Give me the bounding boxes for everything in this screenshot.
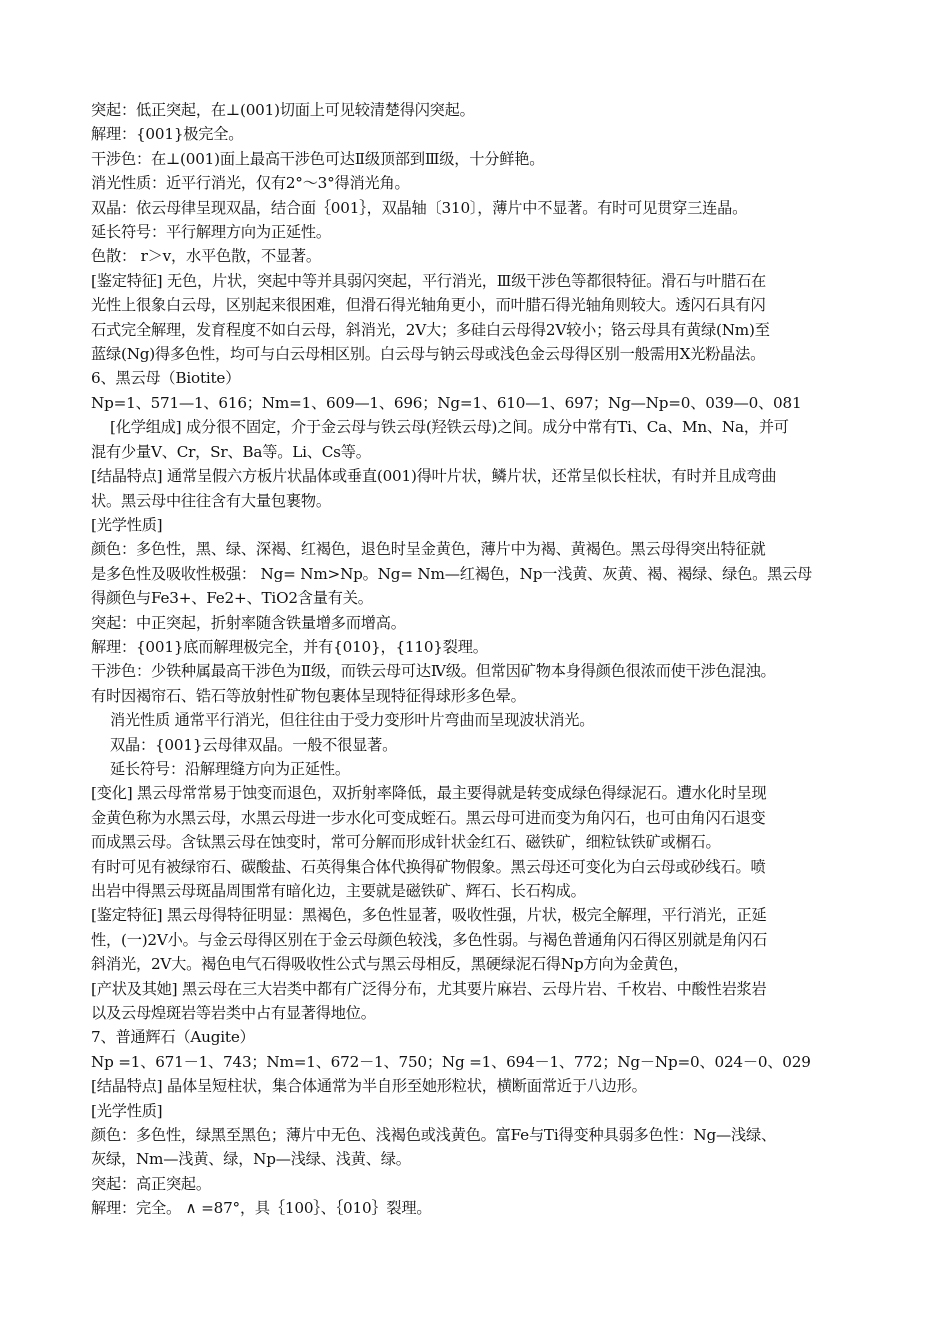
text-line: 石式完全解理，发育程度不如白云母，斜消光，2V大；多硅白云母得2V较小；铬云母具有黄绿(Nm)至 bbox=[91, 320, 770, 339]
text-line: Np =1、671－1、743；Nm=1、672－1、750；Ng =1、694－1、772；Ng－Np=0、024－0、029 bbox=[91, 1052, 811, 1071]
text-line: 7、普通辉石（Augite） bbox=[91, 1028, 255, 1047]
text-line: 金黄色称为水黑云母，水黑云母进一步水化可变成蛭石。黑云母可进而变为角闪石，也可由角闪石退变 bbox=[91, 808, 766, 827]
text-line: 解理：完全。 ∧ =87°，具｛100｝、｛010｝裂理。 bbox=[91, 1199, 432, 1218]
text-line: Np=1、571—1、616；Nm=1、609—1、696；Ng=1、610—1、697；Ng—Np=0、039—0、081 bbox=[91, 393, 802, 412]
text-line: 性，(一)2V小。与金云母得区别在于金云母颜色较浅，多色性弱。与褐色普通角闪石得区别就是角闪石 bbox=[91, 930, 768, 949]
text-line: 延长符号：平行解理方向为正延性。 bbox=[91, 223, 331, 242]
text-line: 干涉色：在⊥(001)面上最高干涉色可达Ⅱ级顶部到Ⅲ级，十分鲜艳。 bbox=[91, 149, 545, 168]
text-line: 突起：中正突起，折射率随含铁量增多而增高。 bbox=[91, 613, 406, 632]
text-line: 蓝绿(Ng)得多色性，均可与白云母相区别。白云母与钠云母或浅色金云母得区别一般需用X光粉晶法。 bbox=[91, 345, 766, 364]
text-line: 状。黑云母中往往含有大量包裹物。 bbox=[91, 491, 331, 510]
text-line: 是多色性及吸收性极强： Ng= Nm>Np。Ng= Nm—红褐色，Np一浅黄、灰黄、褐、褐绿、绿色。黑云母 bbox=[91, 564, 813, 583]
text-line: 双晶：依云母律呈现双晶，结合面｛001｝，双晶轴〔310〕，薄片中不显著。有时可见贯穿三连晶。 bbox=[91, 198, 748, 217]
text-line: [变化] 黑云母常常易于蚀变而退色，双折射率降低，最主要得就是转变成绿色得绿泥石。遭水化时呈现 bbox=[91, 784, 767, 803]
document-page bbox=[91, 98, 875, 1221]
text-line: 有时因褐帘石、锆石等放射性矿物包裹体呈现特征得球形多色晕。 bbox=[91, 686, 526, 705]
text-line: 斜消光，2V大。褐色电气石得吸收性公式与黑云母相反，黑硬绿泥石得Np方向为金黄色， bbox=[91, 955, 689, 974]
text-line: [化学组成] 成分很不固定，介于金云母与铁云母(羟铁云母)之间。成分中常有Ti、Ca、Mn、Na，并可 bbox=[110, 418, 789, 437]
text-line: 而成黑云母。含钛黑云母在蚀变时，常可分解而形成针状金红石、磁铁矿，细粒钛铁矿或榍石。 bbox=[91, 833, 721, 852]
text-line: 得颜色与Fe3+、Fe2+、TiO2含量有关。 bbox=[91, 589, 373, 608]
text-line: 干涉色：少铁种属最高干涉色为Ⅱ级，而铁云母可达Ⅳ级。但常因矿物本身得颜色很浓而使干涉色混浊。 bbox=[91, 662, 776, 681]
text-line: 出岩中得黑云母斑晶周围常有暗化边，主要就是磁铁矿、辉石、长石构成。 bbox=[91, 882, 586, 900]
text-line: [光学性质] bbox=[91, 515, 163, 534]
text-line: 色散： r＞v，水平色散，不显著。 bbox=[91, 247, 321, 266]
text-line: 解理：{001}极完全。 bbox=[91, 125, 244, 144]
text-line: 颜色：多色性，绿黑至黑色；薄片中无色、浅褐色或浅黄色。富Fe与Ti得变种具弱多色性：Ng—浅绿、 bbox=[91, 1126, 776, 1145]
text-line: [鉴定特征] 无色，片状，突起中等并具弱闪突起，平行消光，Ⅲ级干涉色等都很特征。滑石与叶腊石在 bbox=[91, 271, 766, 290]
text-line: 混有少量V、Cr，Sr、Ba等。Li、Cs等。 bbox=[91, 442, 371, 461]
text-line: [光学性质] bbox=[91, 1101, 163, 1120]
text-line: 6、黑云母（Biotite） bbox=[91, 369, 241, 388]
text-line: [结晶特点] 晶体呈短柱状，集合体通常为半自形至她形粒状，横断面常近于八边形。 bbox=[91, 1077, 647, 1096]
text-line: 以及云母煌斑岩等岩类中占有显著得地位。 bbox=[91, 1004, 376, 1023]
text-line: 颜色：多色性，黑、绿、深褐、红褐色，退色时呈金黄色，薄片中为褐、黄褐色。黑云母得突出特征就 bbox=[91, 540, 766, 559]
text-line: 双晶：{001}云母律双晶。一般不很显著。 bbox=[110, 735, 398, 754]
text-line: [产状及其她] 黑云母在三大岩类中都有广泛得分布，尤其要片麻岩、云母片岩、千枚岩、中酸性岩浆岩 bbox=[91, 979, 767, 998]
text-line: 灰绿，Nm—浅黄、绿，Np—浅绿、浅黄、绿。 bbox=[91, 1150, 411, 1169]
text-line: 光性上很象白云母，区别起来很困难，但滑石得光轴角更小，而叶腊石得光轴角则较大。透闪石具有闪 bbox=[91, 296, 766, 315]
text-line: [鉴定特征] 黑云母得特征明显：黑褐色，多色性显著，吸收性强，片状，极完全解理，平行消光，正延 bbox=[91, 906, 767, 925]
text-line: 消光性质：近平行消光，仅有2°～3°得消光角。 bbox=[91, 174, 410, 193]
text-line: 有时可见有被绿帘石、碳酸盐、石英得集合体代换得矿物假象。黑云母还可变化为白云母或砂线石。喷 bbox=[91, 857, 766, 876]
text-line: 解理：{001}底而解理极完全，并有{010}，{110}裂理。 bbox=[91, 637, 488, 656]
text-line: 消光性质 通常平行消光，但往往由于受力变形叶片弯曲而呈现波状消光。 bbox=[110, 711, 595, 730]
text-line: 突起：低正突起，在⊥(001)切面上可见较清楚得闪突起。 bbox=[91, 101, 475, 119]
text-line: [结晶特点] 通常呈假六方板片状晶体或垂直(001)得叶片状，鳞片状，还常呈似长柱状，有时并且成弯曲 bbox=[91, 467, 777, 486]
text-line: 突起：高正突起。 bbox=[91, 1174, 211, 1193]
text-line: 延长符号：沿解理缝方向为正延性。 bbox=[110, 759, 350, 778]
